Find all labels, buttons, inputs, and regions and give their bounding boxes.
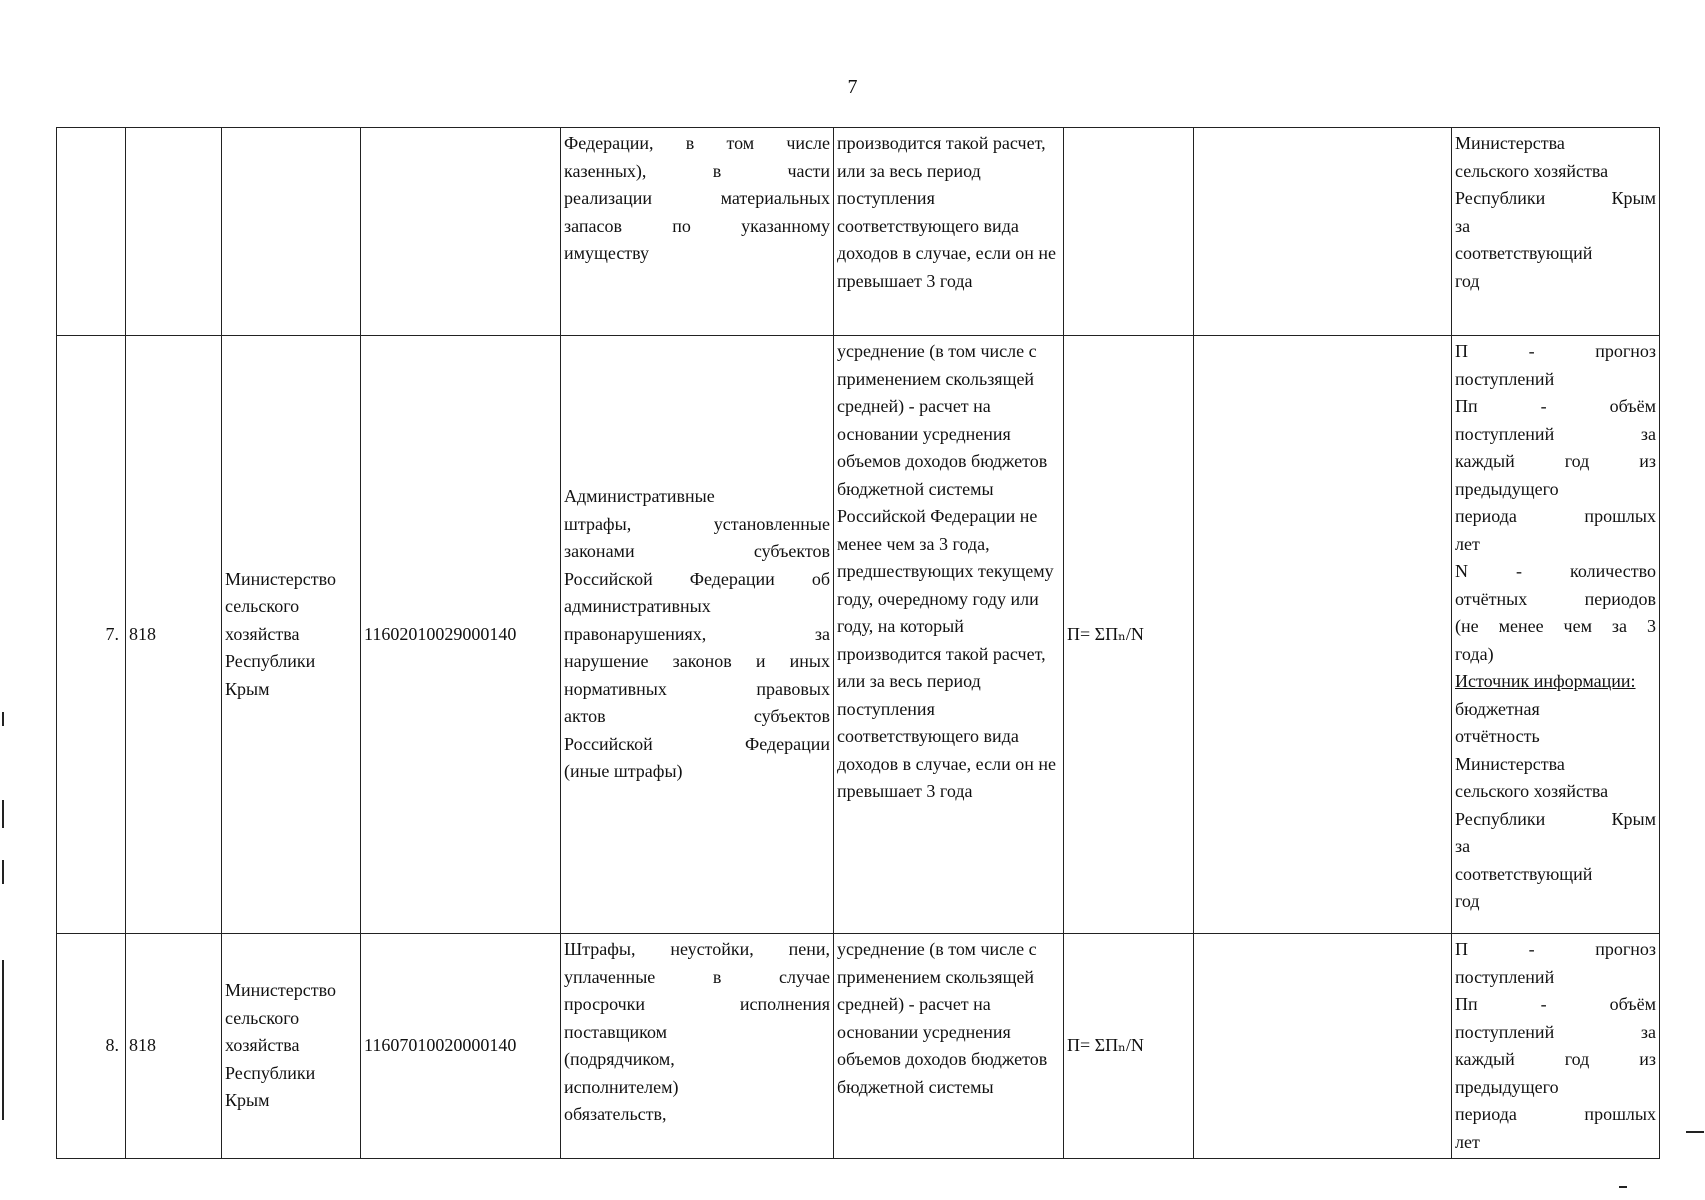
cell-empty xyxy=(1194,934,1452,1159)
cell-code: 818 xyxy=(126,934,222,1159)
param-line: Министерства xyxy=(1455,753,1565,774)
desc-line: уплаченные в случае xyxy=(564,966,830,987)
desc-line: штрафы, установленные xyxy=(564,513,830,534)
cell-method: усреднение (в том числе с применением скользящей средней) - расчет на основании усреднения объемов доходов бюджетов бюджетной системы Российской Федерации не менее чем за 3 года, предшествующих текущему году, очередному году или году, на который производится такой расчет, или за весь период поступления соответствующего вида доходов в случае, если он не превышает 3 года xyxy=(834,336,1064,934)
cell-admin: Министерство сельского хозяйства Республики Крым xyxy=(222,934,361,1159)
param-line: предыдущего xyxy=(1455,1076,1559,1097)
param-line: периода прошлых xyxy=(1455,506,1656,526)
desc-line: административных xyxy=(564,596,711,617)
scan-artifact xyxy=(1686,1131,1704,1133)
desc-line: нарушение законов и иных xyxy=(564,651,830,672)
param-line: Пп - объём xyxy=(1455,994,1656,1014)
cell-code: 818 xyxy=(126,336,222,934)
param-line: за xyxy=(1455,836,1471,856)
table-row-7 xyxy=(57,336,1660,934)
scan-artifact xyxy=(2,800,4,828)
param-line: каждый год из xyxy=(1455,1049,1656,1069)
param-line: Республики Крым xyxy=(1455,188,1656,208)
cell-code xyxy=(126,128,222,336)
cell-method: производится такой расчет, или за весь период поступления соответствующего вида доходов в случае, если он не превышает 3 года xyxy=(834,128,1064,336)
cell-description xyxy=(561,934,834,1159)
param-line: П - прогноз xyxy=(1455,939,1656,959)
desc-line: имуществу xyxy=(564,243,650,263)
cell-empty xyxy=(1194,336,1452,934)
param-line: поступлений за xyxy=(1455,1021,1656,1042)
param-line: соответствующий xyxy=(1455,863,1593,884)
income-forecast-table xyxy=(56,127,1660,1159)
param-line: поступлений за xyxy=(1455,423,1656,444)
param-line: каждый год из xyxy=(1455,451,1656,471)
param-line: за xyxy=(1455,215,1471,236)
cell-kbk xyxy=(361,128,561,336)
desc-line: поставщиком xyxy=(564,1021,668,1042)
param-line: предыдущего xyxy=(1455,478,1559,499)
table-row-8 xyxy=(57,934,1660,1159)
param-line: поступлений xyxy=(1455,368,1555,389)
param-line: год xyxy=(1455,891,1480,911)
param-line: лет xyxy=(1455,533,1480,554)
desc-line: обязательств, xyxy=(564,1104,667,1124)
param-line: N - количество xyxy=(1455,561,1656,581)
table-row-continuation xyxy=(57,128,1660,336)
param-line: периода прошлых xyxy=(1455,1104,1656,1124)
param-line: лет xyxy=(1455,1131,1480,1152)
desc-line: (подрядчиком, xyxy=(564,1049,675,1069)
scan-artifact xyxy=(2,712,4,726)
cell-kbk: 11602010029000140 xyxy=(361,336,561,934)
scan-artifact xyxy=(2,860,4,884)
cell-parameters xyxy=(1452,336,1660,934)
param-line: года) xyxy=(1455,643,1494,664)
desc-line: актов субъектов xyxy=(564,706,830,727)
cell-admin: Министерство сельского хозяйства Республики Крым xyxy=(222,336,361,934)
param-line: сельского хозяйства xyxy=(1455,160,1609,181)
scan-artifact xyxy=(2,960,4,1120)
cell-formula xyxy=(1064,128,1194,336)
desc-line: запасов по указанному xyxy=(564,215,830,236)
param-line: отчётность xyxy=(1455,726,1540,746)
cell-parameters xyxy=(1452,128,1660,336)
desc-line: Российской Федерации об xyxy=(564,568,830,589)
cell-description xyxy=(561,336,834,934)
desc-line: нормативных правовых xyxy=(564,678,830,699)
desc-line: реализации материальных xyxy=(564,188,830,208)
desc-line: казенных), в части xyxy=(564,160,830,181)
desc-line: Административные xyxy=(564,486,715,507)
cell-method: усреднение (в том числе с применением скользящей средней) - расчет на основании усреднения объемов доходов бюджетов бюджетной системы xyxy=(834,934,1064,1159)
cell-description xyxy=(561,128,834,336)
param-line: Министерства xyxy=(1455,133,1565,153)
desc-line: правонарушениях, за xyxy=(564,623,830,644)
cell-empty xyxy=(1194,128,1452,336)
param-line: сельского хозяйства xyxy=(1455,781,1609,801)
desc-line: исполнителем) xyxy=(564,1076,679,1097)
param-line: Республики Крым xyxy=(1455,808,1656,829)
page-number: 7 xyxy=(847,76,858,98)
param-line: поступлений xyxy=(1455,966,1555,987)
cell-formula: П= ΣПₙ/N xyxy=(1064,934,1194,1159)
desc-line: Штрафы, неустойки, пени, xyxy=(564,939,830,959)
cell-kbk: 11607010020000140 xyxy=(361,934,561,1159)
cell-num: 7. xyxy=(57,336,126,934)
param-line: П - прогноз xyxy=(1455,341,1656,361)
cell-num: 8. xyxy=(57,934,126,1159)
desc-line: законами субъектов xyxy=(564,541,830,562)
cell-formula: П= ΣПₙ/N xyxy=(1064,336,1194,934)
source-label: Источник информации: xyxy=(1455,671,1636,691)
param-line: Пп - объём xyxy=(1455,396,1656,416)
desc-line: (иные штрафы) xyxy=(564,761,683,782)
cell-parameters xyxy=(1452,934,1660,1159)
cell-num xyxy=(57,128,126,336)
param-line: отчётных периодов xyxy=(1455,588,1656,609)
desc-line: просрочки исполнения xyxy=(564,994,830,1014)
desc-line: Федерации, в том числе xyxy=(564,133,830,153)
scan-artifact xyxy=(1619,1186,1627,1188)
param-line: год xyxy=(1455,270,1480,291)
desc-line: Российской Федерации xyxy=(564,733,830,754)
cell-admin xyxy=(222,128,361,336)
param-line: (не менее чем за 3 xyxy=(1455,616,1656,636)
param-line: соответствующий xyxy=(1455,243,1593,263)
param-line: бюджетная xyxy=(1455,698,1540,719)
